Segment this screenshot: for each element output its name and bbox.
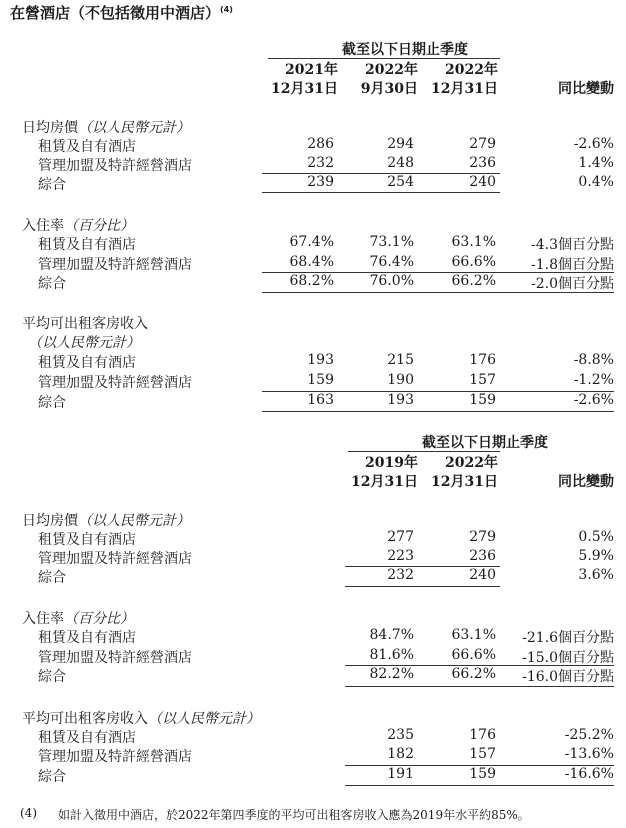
t1-s2-r2-v1: 68.4% — [289, 254, 334, 270]
t1-s2-title-note: （百分比） — [64, 218, 134, 234]
t1-s1-r3-v1: 239 — [307, 174, 334, 190]
t2-s1-r1-chg: 0.5% — [578, 529, 614, 545]
t1-s3-title-note-text: （以人民幣元計） — [28, 335, 140, 351]
t2-col1-year: 2019年 — [365, 455, 418, 471]
t2-s2-r3-v1: 82.2% — [369, 666, 414, 682]
t1-s3-r1-label: 租賃及自有酒店 — [38, 355, 136, 371]
t1-s1-r1-v1: 286 — [307, 136, 334, 152]
t1-s2-r2-label: 管理加盟及特許經營酒店 — [38, 257, 192, 273]
t1-s2-title — [22, 215, 134, 235]
t1-s2-r3-label: 綜合 — [38, 276, 66, 292]
t1-period-header: 截至以下日期止季度 — [342, 42, 468, 58]
t2-s2-bottom-rule — [345, 686, 614, 687]
t1-s3-bottom-rule — [262, 411, 614, 412]
t1-s2-r1-v3: 63.1% — [451, 234, 496, 250]
t1-s1-bottom-rule — [262, 192, 500, 193]
t2-s2-r2-v2: 66.6% — [451, 647, 496, 663]
t1-col3-year: 2022年 — [445, 62, 498, 78]
t1-col1-date: 12月31日 — [271, 81, 338, 97]
t1-s2-r3-v1: 68.2% — [289, 273, 334, 289]
t2-s3-r3-v1: 191 — [387, 766, 414, 782]
t2-s2-title-note: （百分比） — [64, 611, 134, 627]
t1-s2-r3-v2: 76.0% — [369, 273, 414, 289]
t1-s1-r2-chg: 1.4% — [578, 155, 614, 171]
t1-s1-title-text: 日均房價 — [22, 120, 78, 136]
t1-s3-r2-label: 管理加盟及特許經營酒店 — [38, 375, 192, 391]
t2-s2-r2-label: 管理加盟及特許經營酒店 — [38, 650, 192, 666]
t2-s2-r2-v1: 81.6% — [369, 647, 414, 663]
footnote-marker: (4) — [20, 806, 37, 820]
t2-s3-r2-v2: 157 — [469, 746, 496, 762]
t1-s3-r1-v1: 193 — [307, 352, 334, 368]
t2-s3-r2-label: 管理加盟及特許經營酒店 — [38, 749, 192, 765]
t1-s1-r1-v3: 279 — [469, 136, 496, 152]
t1-s1-r2-v2: 248 — [387, 155, 414, 171]
t1-col3-date: 12月31日 — [431, 81, 498, 97]
t1-s3-r1-v2: 215 — [387, 352, 414, 368]
t2-col2-date: 12月31日 — [431, 474, 498, 490]
t1-col1-year: 2021年 — [285, 62, 338, 78]
t2-s2-r1-chg: -21.6個百分點 — [522, 630, 614, 646]
t1-s2-r2-chg: -1.8個百分點 — [531, 257, 614, 273]
t2-s1-title-text: 日均房價 — [22, 513, 78, 529]
t2-s1-r1-v1: 277 — [387, 529, 414, 545]
t2-s3-bottom-rule — [345, 785, 614, 786]
t2-s2-r1-v1: 84.7% — [369, 627, 414, 643]
t2-s2-r3-v2: 66.2% — [451, 666, 496, 682]
t1-s2-bottom-rule — [262, 292, 614, 293]
t2-s3-r1-label: 租賃及自有酒店 — [38, 730, 136, 746]
t2-s2-r1-label: 租賃及自有酒店 — [38, 630, 136, 646]
t2-s3-r2-v1: 182 — [387, 746, 414, 762]
t2-change-header: 同比變動 — [558, 474, 614, 490]
t1-s1-r1-v2: 294 — [387, 136, 414, 152]
t1-s3-r2-chg: -1.2% — [573, 372, 614, 388]
t1-s3-r3-v3: 159 — [469, 392, 496, 408]
t2-s3-r1-chg: -25.2% — [564, 727, 614, 743]
t1-s1-r2-v3: 236 — [469, 155, 496, 171]
t2-s1-title-note: （以人民幣元計） — [78, 513, 190, 529]
t1-s2-r2-v3: 66.6% — [451, 254, 496, 270]
t1-s2-r1-label: 租賃及自有酒店 — [38, 237, 136, 253]
t1-s1-r3-v2: 254 — [387, 174, 414, 190]
t2-col1-date: 12月31日 — [351, 474, 418, 490]
page-title-text: 在營酒店（不包括徵用中酒店） — [10, 4, 221, 22]
t2-s1-r2-chg: 5.9% — [578, 548, 614, 564]
t2-s1-r1-label: 租賃及自有酒店 — [38, 532, 136, 548]
t1-s2-r1-v2: 73.1% — [369, 234, 414, 250]
t2-s3-title-text: 平均可出租客房收入 — [22, 711, 148, 727]
t2-s2-r2-chg: -15.0個百分點 — [522, 650, 614, 666]
t1-s1-r3-v3: 240 — [469, 174, 496, 190]
t1-s3-title-note — [28, 332, 140, 352]
t2-s3-r1-v2: 176 — [469, 727, 496, 743]
t1-s2-title-text: 入住率 — [22, 218, 64, 234]
t2-s2-r1-v2: 63.1% — [451, 627, 496, 643]
t2-s2-title — [22, 608, 134, 628]
t1-s3-r2-v3: 157 — [469, 372, 496, 388]
t2-s1-title — [22, 510, 190, 530]
t1-s1-r1-label: 租賃及自有酒店 — [38, 139, 136, 155]
t2-s3-title-note: （以人民幣元計） — [148, 711, 260, 727]
t1-s3-r1-chg: -8.8% — [573, 352, 614, 368]
t1-s1-r2-v1: 232 — [307, 155, 334, 171]
t2-s3-r3-chg: -16.6% — [564, 766, 614, 782]
t1-s3-r3-v2: 193 — [387, 392, 414, 408]
t2-s2-r3-chg: -16.0個百分點 — [522, 669, 614, 685]
t1-s3-r1-v3: 176 — [469, 352, 496, 368]
t2-period-header: 截至以下日期止季度 — [422, 435, 548, 451]
t1-s1-r2-label: 管理加盟及特許經營酒店 — [38, 158, 192, 174]
t2-s3-r1-v1: 235 — [387, 727, 414, 743]
t2-s1-r3-v1: 232 — [387, 567, 414, 583]
t2-s3-r2-chg: -13.6% — [564, 746, 614, 762]
t2-col2-year: 2022年 — [445, 455, 498, 471]
t2-s1-r2-v2: 236 — [469, 548, 496, 564]
t1-s1-title-note: （以人民幣元計） — [78, 120, 190, 136]
t2-s2-title-text: 入住率 — [22, 611, 64, 627]
t1-s2-r1-v1: 67.4% — [289, 234, 334, 250]
title-footnote-ref: (4) — [220, 5, 233, 14]
footnote-text: 如計入徵用中酒店，於2022年第四季度的平均可出租客房收入應為2019年水平約85%。 — [58, 808, 530, 822]
t1-s2-r3-chg: -2.0個百分點 — [531, 276, 614, 292]
t1-s1-r3-label: 綜合 — [38, 177, 66, 193]
t2-s1-r3-label: 綜合 — [38, 570, 66, 586]
t1-s3-r2-v1: 159 — [307, 372, 334, 388]
t1-s3-r2-v2: 190 — [387, 372, 414, 388]
t2-s1-bottom-rule — [345, 586, 500, 587]
t2-s1-r1-v2: 279 — [469, 529, 496, 545]
t1-s1-r3-chg: 0.4% — [578, 174, 614, 190]
t1-s3-title: 平均可出租客房收入 — [22, 316, 148, 332]
t2-s1-r3-v2: 240 — [469, 567, 496, 583]
t2-s3-r3-v2: 159 — [469, 766, 496, 782]
t1-s1-r1-chg: -2.6% — [573, 136, 614, 152]
t1-s2-r1-chg: -4.3個百分點 — [531, 237, 614, 253]
t1-s3-r3-v1: 163 — [307, 392, 334, 408]
t2-s1-r2-label: 管理加盟及特許經營酒店 — [38, 551, 192, 567]
t2-s3-r3-label: 綜合 — [38, 769, 66, 785]
t2-s1-r2-v1: 223 — [387, 548, 414, 564]
page-title — [10, 2, 233, 23]
t1-s3-r3-label: 綜合 — [38, 395, 66, 411]
t1-col2-year: 2022年 — [365, 62, 418, 78]
t1-col2-date: 9月30日 — [360, 81, 418, 97]
t1-s2-r3-v3: 66.2% — [451, 273, 496, 289]
t2-s3-title — [22, 708, 260, 728]
t1-s2-r2-v2: 76.4% — [369, 254, 414, 270]
t1-s1-title — [22, 117, 190, 137]
t2-s1-r3-chg: 3.6% — [578, 567, 614, 583]
t1-s3-r3-chg: -2.6% — [573, 392, 614, 408]
t2-s2-r3-label: 綜合 — [38, 669, 66, 685]
t1-change-header: 同比變動 — [558, 81, 614, 97]
